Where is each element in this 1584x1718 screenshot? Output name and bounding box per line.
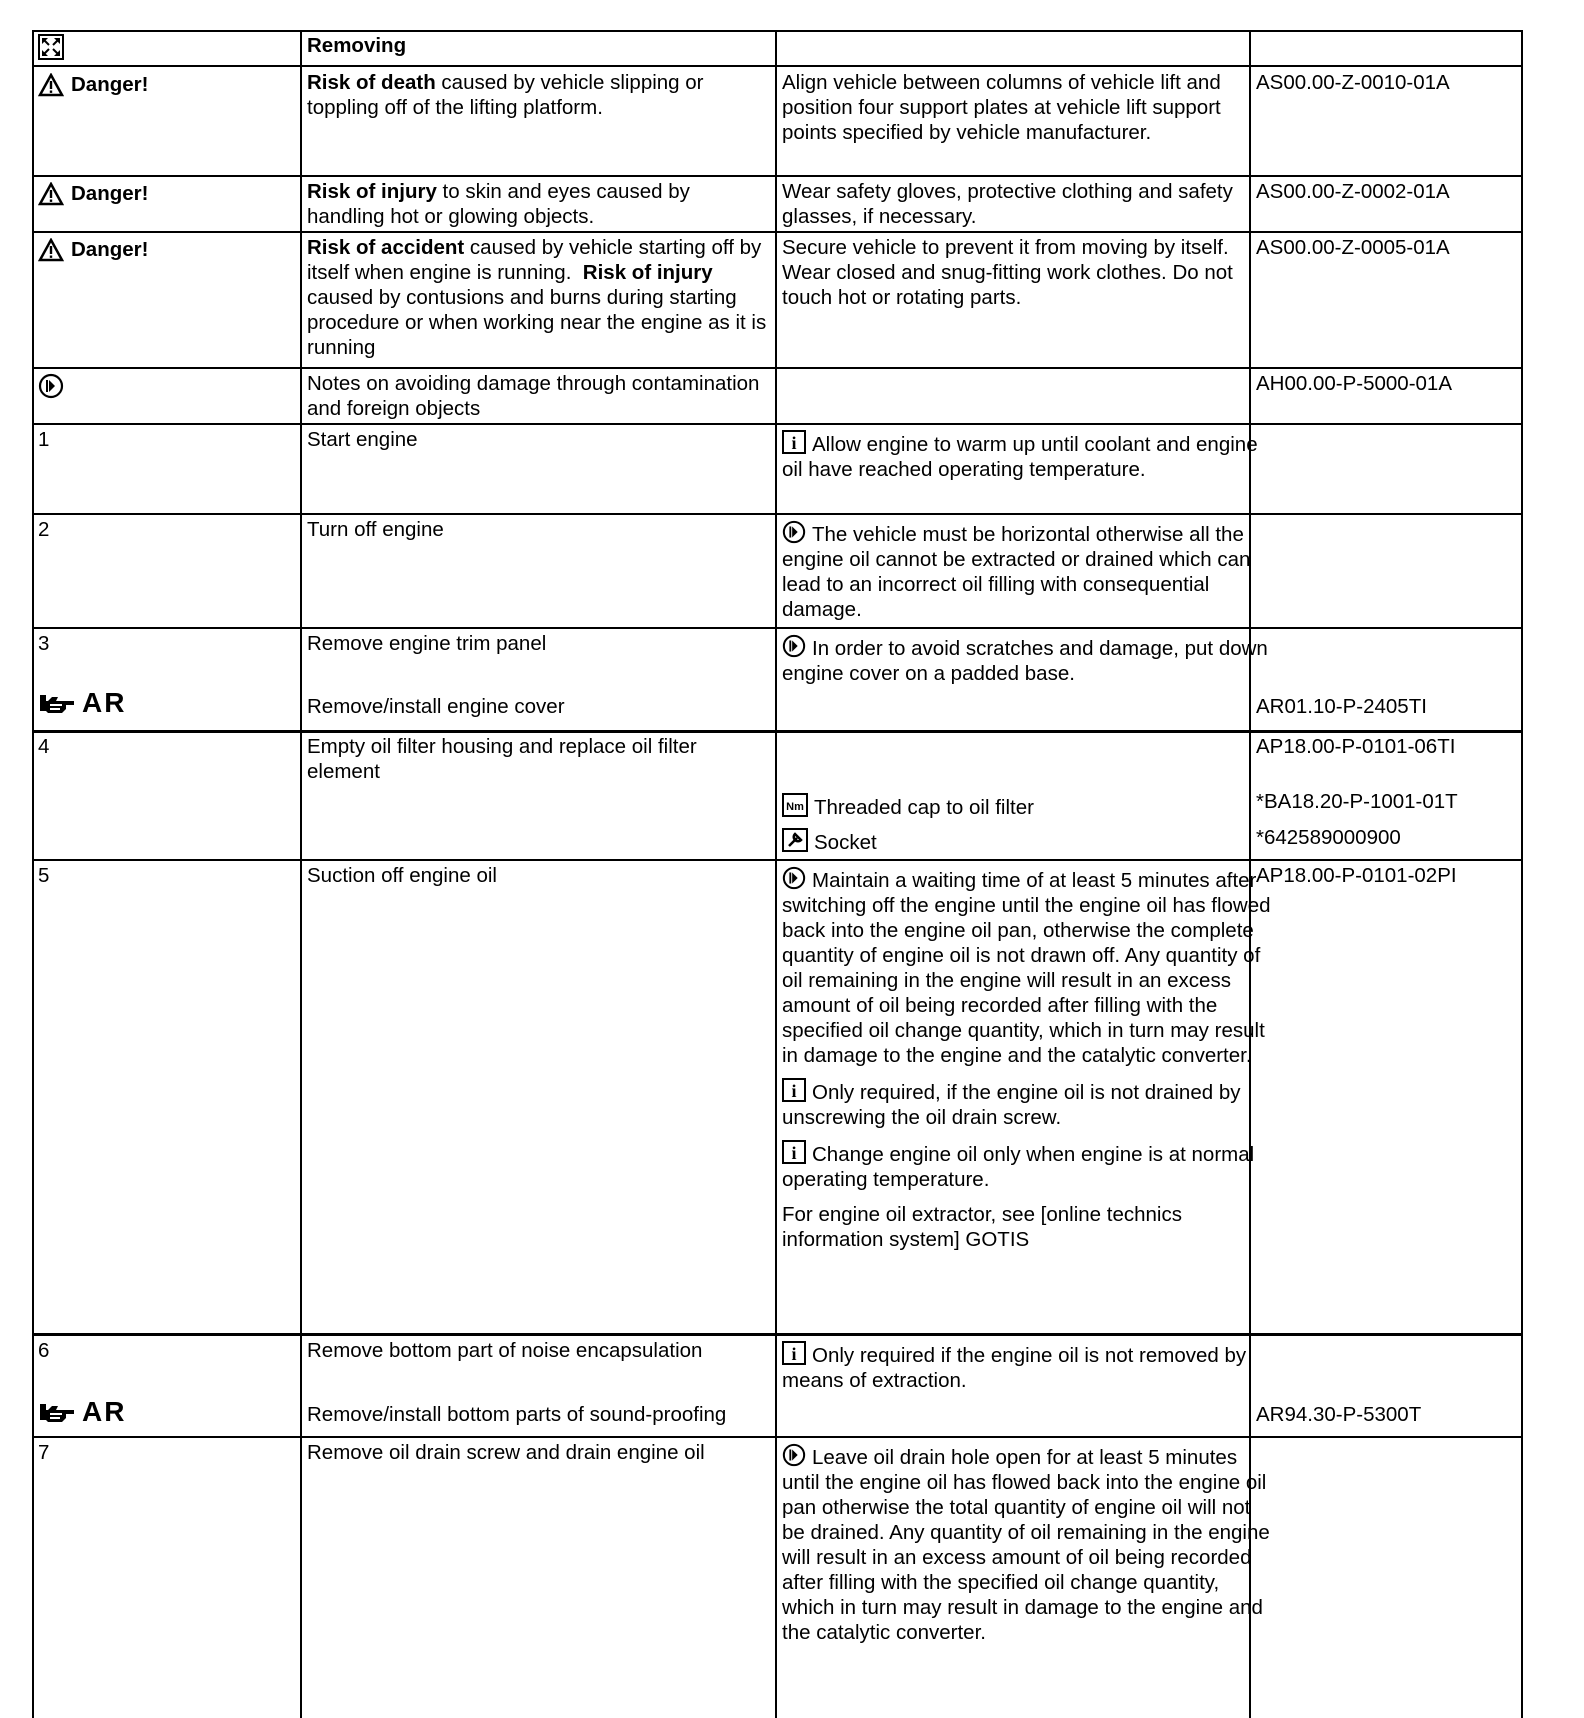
sub-action: Remove/install engine cover — [307, 695, 565, 718]
danger-label: Danger! — [38, 237, 148, 262]
grid-line — [32, 1333, 1523, 1336]
grid-line — [32, 423, 1523, 425]
step-number: 5 — [38, 864, 50, 887]
warning-triangle-icon — [38, 73, 64, 97]
document-reference-link[interactable]: AP18.00-P-0101-06TI — [1256, 735, 1456, 758]
grid-line — [32, 65, 1523, 67]
step-action: Empty oil filter housing and replace oil filter element — [307, 735, 697, 783]
step-number: 2 — [38, 518, 50, 541]
document-reference-link[interactable]: AH00.00-P-5000-01A — [1256, 372, 1453, 395]
danger-label: Danger! — [38, 72, 148, 97]
grid-line — [32, 730, 1523, 733]
sub-action: Remove/install bottom parts of sound-proofing — [307, 1403, 727, 1426]
torque-nm-icon — [782, 793, 808, 817]
info-icon — [782, 430, 806, 454]
step-note: The vehicle must be horizontal otherwise all the engine oil cannot be extracted or drained which can lead to an incorrect oil filling with consequential damage. — [782, 520, 1272, 622]
danger-measure-text: Secure vehicle to prevent it from moving by itself. Wear closed and snug-fitting work clothes. Do not touch hot or rotating parts. — [782, 236, 1233, 309]
grid-line — [32, 30, 1523, 32]
pointing-hand-icon — [38, 1400, 76, 1424]
notes-text: Notes on avoiding damage through contamination and foreign objects — [307, 372, 760, 420]
document-reference-link[interactable]: AS00.00-Z-0002-01A — [1256, 180, 1450, 203]
warning-triangle-icon — [38, 182, 64, 206]
svg-text:i: i — [791, 1344, 797, 1364]
grid-line — [32, 1436, 1523, 1438]
grid-line — [32, 30, 34, 1718]
step-number: 1 — [38, 428, 50, 451]
step-info: i Allow engine to warm up until coolant and engine oil have reached operating temperature. — [782, 430, 1272, 482]
svg-text:i: i — [791, 1081, 797, 1101]
step-number: 6 — [38, 1339, 50, 1362]
expand-arrows-icon[interactable] — [38, 34, 64, 66]
step-number: 4 — [38, 735, 50, 758]
grid-line — [300, 30, 302, 1718]
danger-label: Danger! — [38, 181, 148, 206]
section-title: Removing — [307, 34, 407, 57]
ar-reference-marker: AR — [38, 690, 126, 715]
info-icon — [782, 1078, 806, 1102]
step-action: Suction off engine oil — [307, 864, 497, 887]
grid-line — [32, 513, 1523, 515]
special-tool: Socket — [782, 828, 1272, 855]
danger-risk-text: Risk of death caused by vehicle slipping or toppling off of the lifting platform. — [307, 71, 704, 119]
step-number: 7 — [38, 1441, 50, 1464]
warning-triangle-icon — [38, 238, 64, 262]
step-note: Leave oil drain hole open for at least 5 minutes until the engine oil has flowed back into the engine oil pan otherwise the total quantity of engine oil will not be drained. Any quantity of oil remaining in the engine will result in an excess amount of oil being recorded after filling with the specified oil change quantity, which in turn may result in damage to the engine and the catalytic converter. — [782, 1443, 1272, 1645]
step-action: Remove engine trim panel — [307, 632, 547, 655]
info-icon — [782, 1341, 806, 1365]
step-note-block: Maintain a waiting time of at least 5 minutes after switching off the engine until the engine oil has flowed back into the engine oil pan, otherwise the complete quantity of engine oil is not drawn off. Any quantity of oil remaining in the engine will result in an excess amount of oil being recorded after filling with the specified oil change quantity, which in turn may result in damage to the engine and the catalytic converter. i Only required, if the engine oil is not drained by unscrewing the oil drain screw. i Change engine oil only when engine is at normal operating temperature. For engine oil extractor, see [online technics information system] GOTIS — [782, 866, 1272, 1252]
grid-line — [1521, 30, 1523, 1718]
damage-note-icon — [782, 634, 806, 658]
damage-note-icon — [38, 373, 64, 405]
svg-text:Nm: Nm — [786, 801, 804, 813]
document-reference-link[interactable]: *BA18.20-P-1001-01T — [1256, 790, 1458, 813]
document-reference-link[interactable]: *642589000900 — [1256, 826, 1401, 849]
grid-line — [775, 30, 777, 1718]
pointing-hand-icon — [38, 691, 76, 715]
ar-reference-marker: AR — [38, 1399, 126, 1424]
damage-note-icon — [782, 520, 806, 544]
grid-line — [32, 175, 1523, 177]
danger-risk-text: Risk of injury to skin and eyes caused by handling hot or glowing objects. — [307, 180, 690, 228]
document-reference-link[interactable]: AS00.00-Z-0010-01A — [1256, 71, 1450, 94]
document-reference-link[interactable]: AR01.10-P-2405TI — [1256, 695, 1427, 718]
grid-line — [32, 627, 1523, 629]
step-action: Remove bottom part of noise encapsulation — [307, 1339, 703, 1362]
danger-measure-text: Align vehicle between columns of vehicle lift and position four support plates at vehicle lift support points specified by vehicle manufacturer. — [782, 71, 1221, 144]
damage-note-icon — [782, 1443, 806, 1467]
special-tool-icon — [782, 828, 808, 852]
document-reference-link[interactable]: AR94.30-P-5300T — [1256, 1403, 1422, 1426]
document-reference-link[interactable]: AP18.00-P-0101-02PI — [1256, 864, 1457, 887]
step-note: In order to avoid scratches and damage, put down engine cover on a padded base. — [782, 634, 1272, 686]
step-action: Remove oil drain screw and drain engine oil — [307, 1441, 705, 1464]
damage-note-icon — [782, 866, 806, 890]
step-action: Start engine — [307, 428, 418, 451]
grid-line — [32, 231, 1523, 233]
grid-line — [32, 367, 1523, 369]
step-number: 3 — [38, 632, 50, 655]
torque-spec: Nm Threaded cap to oil filter — [782, 793, 1272, 820]
procedure-table — [32, 30, 1523, 1718]
document-reference-link[interactable]: AS00.00-Z-0005-01A — [1256, 236, 1450, 259]
info-icon — [782, 1140, 806, 1164]
grid-line — [32, 859, 1523, 861]
step-action: Turn off engine — [307, 518, 444, 541]
danger-measure-text: Wear safety gloves, protective clothing and safety glasses, if necessary. — [782, 180, 1233, 228]
step-info: i Only required if the engine oil is not removed by means of extraction. — [782, 1341, 1272, 1393]
svg-text:i: i — [791, 1143, 797, 1163]
danger-risk-text: Risk of accident caused by vehicle starting off by itself when engine is running. Risk of injury caused by contusions and burns during starting procedure or when working near the engine as it is running — [307, 236, 767, 359]
svg-text:i: i — [791, 433, 797, 453]
